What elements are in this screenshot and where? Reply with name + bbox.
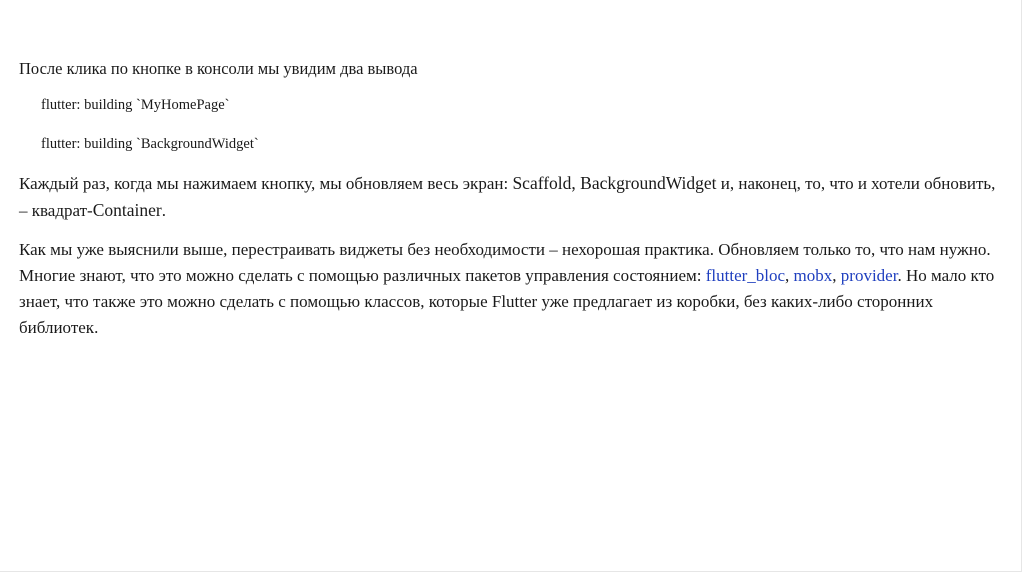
paragraph-rebuild-explanation [19, 170, 1004, 224]
separator-text: , [785, 266, 794, 285]
paragraph-text: Как мы уже выяснили выше, перестраивать виджеты без необходимости – нехорошая практика. Обновляем только то, что нам нужно. Многие знают, что это можно сделать с помощью различных пакетов управления состоянием: [19, 240, 991, 285]
separator-text: , [832, 266, 841, 285]
widget-term: Scaffold, BackgroundWidget [512, 173, 717, 193]
paragraph-state-management [19, 237, 1004, 341]
paragraph-text: и, наконец, то, что и хотели обновить, – квадрат- [19, 174, 996, 220]
flutter-bloc-link[interactable]: flutter_bloc [705, 266, 786, 285]
intro-text: После клика по кнопке в консоли мы увидим два вывода [19, 59, 418, 78]
paragraph-text: Каждый раз, когда мы нажимаем кнопку, мы обновляем весь экран: [19, 174, 513, 193]
paragraph-text: . Но мало кто знает, что также это можно сделать с помощью классов, которые Flutter уже предлагает из коробки, без каких-либо сторонних библиотек. [19, 266, 995, 337]
widget-term: Container [92, 200, 162, 220]
console-output-line: flutter: building `MyHomePage` [41, 97, 230, 113]
mobx-link[interactable]: mobx [793, 266, 833, 285]
slide-content [19, 58, 1004, 341]
paragraph-text: . [161, 201, 166, 220]
console-output-line: flutter: building `BackgroundWidget` [41, 136, 259, 152]
provider-link[interactable]: provider [840, 266, 898, 285]
